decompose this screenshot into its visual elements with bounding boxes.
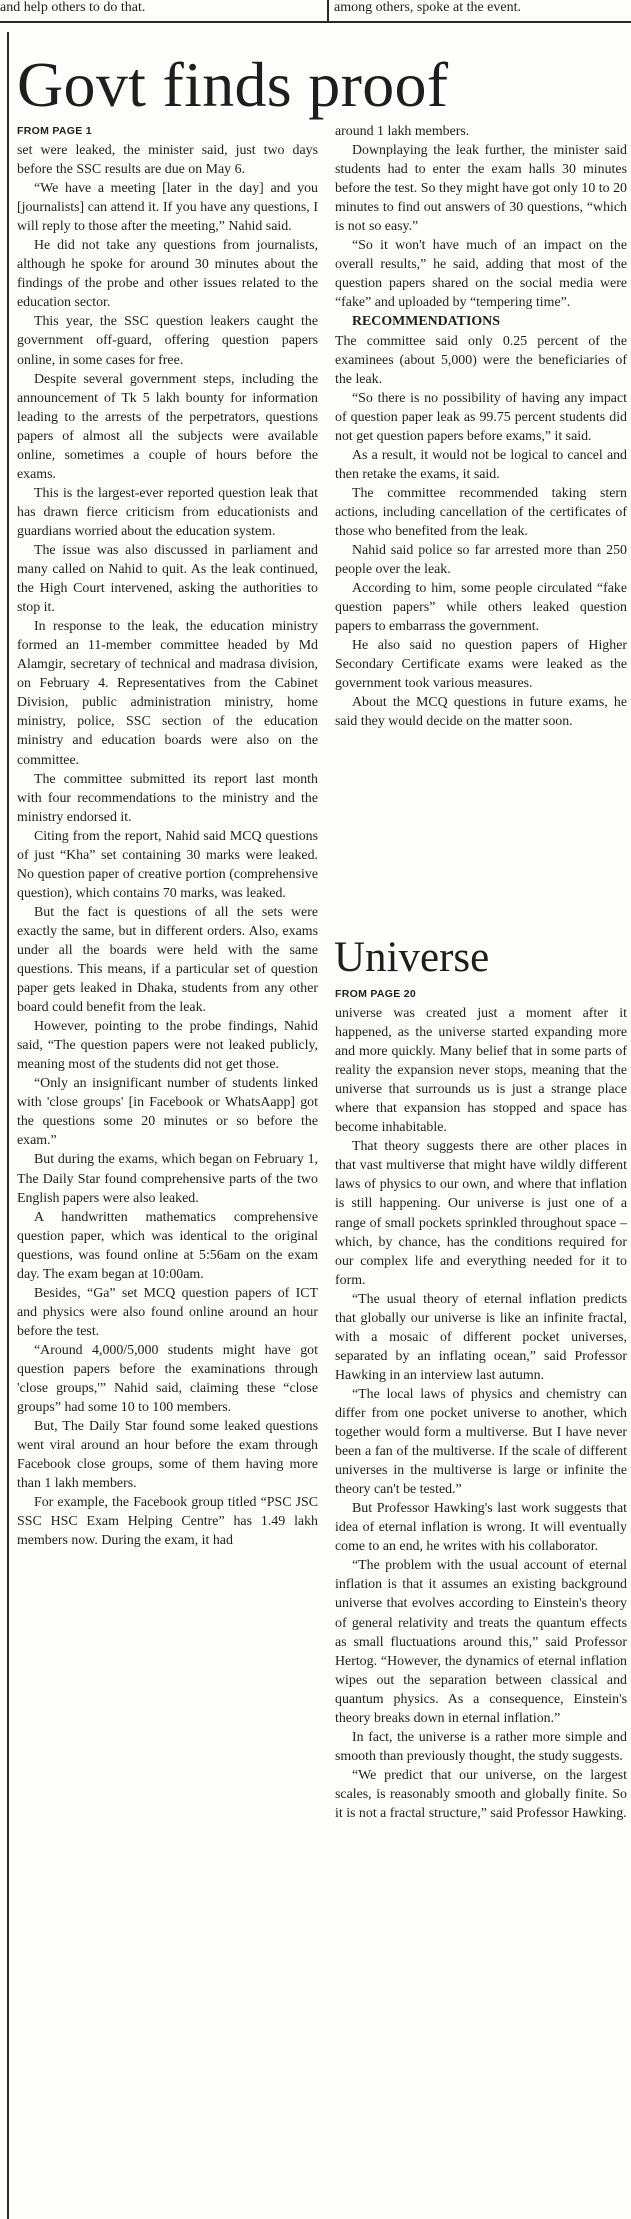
paragraph: universe was created just a moment after it happened, as the universe started expanding more and more quickly. Many belief that in some parts of reality the expansion never stops, meaning that the universe that surrounds us is just a strange place where that expansion has stopped and space has become inhabitable. bbox=[335, 1006, 627, 1136]
paragraph: In fact, the universe is a rather more simple and smooth than previously thought, the study suggests. bbox=[335, 1729, 627, 1764]
universe-kicker: FROM PAGE 20 bbox=[335, 988, 417, 1000]
paragraph: That theory suggests there are other places in that vast multiverse that might have wildly different laws of physics to our own, and where that inflation is still happening. Our universe is just one of a range of small pockets sprinkled throughout space – which, by chance, has the conditions required for our complex life and everything needed for it to form. bbox=[335, 1139, 627, 1288]
paragraph: “The problem with the usual account of eternal inflation is that it assumes an existing background universe that evolves according to Einstein's theory of general relativity and treats the quantum effects as small fluctuations around this,” said Professor Hertog. “However, the dynamics of eternal inflation wipes out the separation between classical and quantum physics. As a consequence, Einstein's theory breaks down in eternal inflation.” bbox=[335, 1558, 627, 1726]
paragraph: set were leaked, the minister said, just two days before the SSC results are due on May 6. bbox=[17, 143, 318, 178]
article-kicker: FROM PAGE 1 bbox=[17, 125, 92, 137]
paragraph: In response to the leak, the education ministry formed an 11-member committee headed by Md Alamgir, secretary of technical and madrasa division, on February 4. Representatives from the Cabinet Division, public administration ministry, home ministry, police, SSC section of the education ministry and education boards were also on the committee. bbox=[17, 619, 318, 768]
paragraph: Citing from the report, Nahid said MCQ questions of just “Kha” set containing 30 marks were leaked. No question paper of creative portion (comprehensive question), which contains 70 marks, was leaked. bbox=[17, 828, 318, 901]
prev-article-tail-left: and help others to do that. bbox=[0, 0, 146, 15]
paragraph: However, pointing to the probe findings, Nahid said, “The question papers were not leaked publicly, meaning most of the students did not get those. bbox=[17, 1019, 318, 1073]
paragraph: Downplaying the leak further, the minister said students had to enter the exam halls 30 minutes before the test. So they might have got only 10 to 20 minutes to find out answers of 30 questions, “which is not so easy.” bbox=[335, 143, 627, 235]
left-column-rule bbox=[7, 32, 9, 2219]
paragraph: He did not take any questions from journalists, although he spoke for around 30 minutes about the findings of the probe and other issues related to the education sector. bbox=[17, 238, 318, 311]
paragraph: “We have a meeting [later in the day] and you [journalists] can attend it. If you have any questions, I will reply to those after the meeting,” Nahid said. bbox=[17, 181, 318, 235]
paragraph: For example, the Facebook group titled “PSC JSC SSC HSC Exam Helping Centre” has 1.49 lakh members now. During the exam, it had bbox=[17, 1495, 318, 1549]
paragraph: Besides, “Ga” set MCQ question papers of ICT and physics were also found online around an hour before the test. bbox=[17, 1285, 318, 1339]
paragraph: As a result, it would not be logical to cancel and then retake the exams, it said. bbox=[335, 447, 627, 482]
top-strip bbox=[0, 0, 631, 20]
paragraph: “Only an insignificant number of students linked with 'close groups' [in Facebook or WhatsAapp] got the questions some 20 minutes or so before the exam.” bbox=[17, 1076, 318, 1149]
article-headline: Govt finds proof bbox=[17, 49, 449, 120]
paragraph: The committee submitted its report last month with four recommendations to the ministry and the ministry endorsed it. bbox=[17, 771, 318, 825]
paragraph: The issue was also discussed in parliament and many called on Nahid to quit. As the leak continued, the High Court intervened, asking the authorities to stop it. bbox=[17, 542, 318, 616]
paragraph: But the fact is questions of all the sets were exactly the same, but in different orders. Also, exams under all the boards were held with the same questions. This means, if a particular set of question paper gets leaked in Dhaka, students from any other board could benefit from the leak. bbox=[17, 904, 318, 1016]
paragraph: “So there is no possibility of having any impact of question paper leak as 99.75 percent students did not get question papers before exams,” it said. bbox=[335, 390, 627, 444]
paragraph: He also said no question papers of Higher Secondary Certificate exams were leaked as the government took various measures. bbox=[335, 638, 627, 692]
paragraph: According to him, some people circulated “fake question papers” while others leaked question papers to embarrass the government. bbox=[335, 581, 627, 635]
top-rule bbox=[0, 21, 631, 23]
paragraph: About the MCQ questions in future exams, he said they would decide on the matter soon. bbox=[335, 695, 627, 730]
recommendations-subhead: RECOMMENDATIONS bbox=[352, 314, 500, 330]
universe-headline: Universe bbox=[334, 934, 490, 981]
paragraph: “The usual theory of eternal inflation predicts that globally our universe is like an infinite fractal, with a mosaic of different pocket universes, separated by an inflating ocean,” said Professor Hawking in an interview last autumn. bbox=[335, 1291, 627, 1383]
paragraph: But during the exams, which began on February 1, The Daily Star found comprehensive parts of the two English papers were also leaked. bbox=[17, 1152, 318, 1206]
paragraph: “Around 4,000/5,000 students might have got question papers before the examinations through 'close groups,'” Nahid said, claiming these “close groups” had some 10 to 100 members. bbox=[17, 1342, 318, 1416]
paragraph: around 1 lakh members. bbox=[335, 124, 470, 139]
paragraph: A handwritten mathematics comprehensive question paper, which was identical to the original questions, was found online at 5:56am on the exam day. The exam began at 10:00am. bbox=[17, 1209, 318, 1282]
paragraph: But Professor Hawking's last work suggests that idea of eternal inflation is wrong. It will eventually come to an end, he writes with his collaborator. bbox=[335, 1501, 627, 1555]
paragraph: “The local laws of physics and chemistry can differ from one pocket universe to another, which together would form a multiverse. But I have never been a fan of the multiverse. If the scale of different universes in the multiverse is large or infinite the theory can't be tested.” bbox=[335, 1386, 627, 1498]
paragraph: The committee recommended taking stern actions, including cancellation of the certificates of those who benefited from the leak. bbox=[335, 485, 627, 539]
paragraph: The committee said only 0.25 percent of the examinees (about 5,000) were the beneficiaries of the leak. bbox=[335, 333, 627, 387]
paragraph: “So it won't have much of an impact on the overall results,” he said, adding that most of the question papers shared on the social media were “fake” and uploaded by “tempering time”. bbox=[335, 238, 627, 311]
universe-column bbox=[335, 985, 627, 1823]
article-column-1 bbox=[17, 122, 318, 1550]
paragraph: This is the largest-ever reported question leak that has drawn fierce criticism from educationists and guardians worried about the education system. bbox=[17, 485, 318, 539]
paragraph: This year, the SSC question leakers caught the government off-guard, offering question papers online, in some cases for free. bbox=[17, 314, 318, 368]
paragraph: “We predict that our universe, on the largest scales, is reasonably smooth and globally finite. So it is not a fractal structure,” said Professor Hawking. bbox=[335, 1767, 627, 1821]
article-column-2 bbox=[335, 122, 627, 732]
top-divider-rule bbox=[327, 0, 329, 22]
prev-article-tail-right: among others, spoke at the event. bbox=[334, 0, 522, 15]
paragraph: But, The Daily Star found some leaked questions went viral around an hour before the exam through Facebook close groups, some of them having more than 1 lakh members. bbox=[17, 1419, 318, 1492]
paragraph: Nahid said police so far arrested more than 250 people over the leak. bbox=[335, 543, 627, 578]
paragraph: Despite several government steps, including the announcement of Tk 5 lakh bounty for information leading to the arrests of the perpetrators, questions papers of almost all the subjects were available online, sometimes a couple of hours before the exams. bbox=[17, 371, 318, 482]
